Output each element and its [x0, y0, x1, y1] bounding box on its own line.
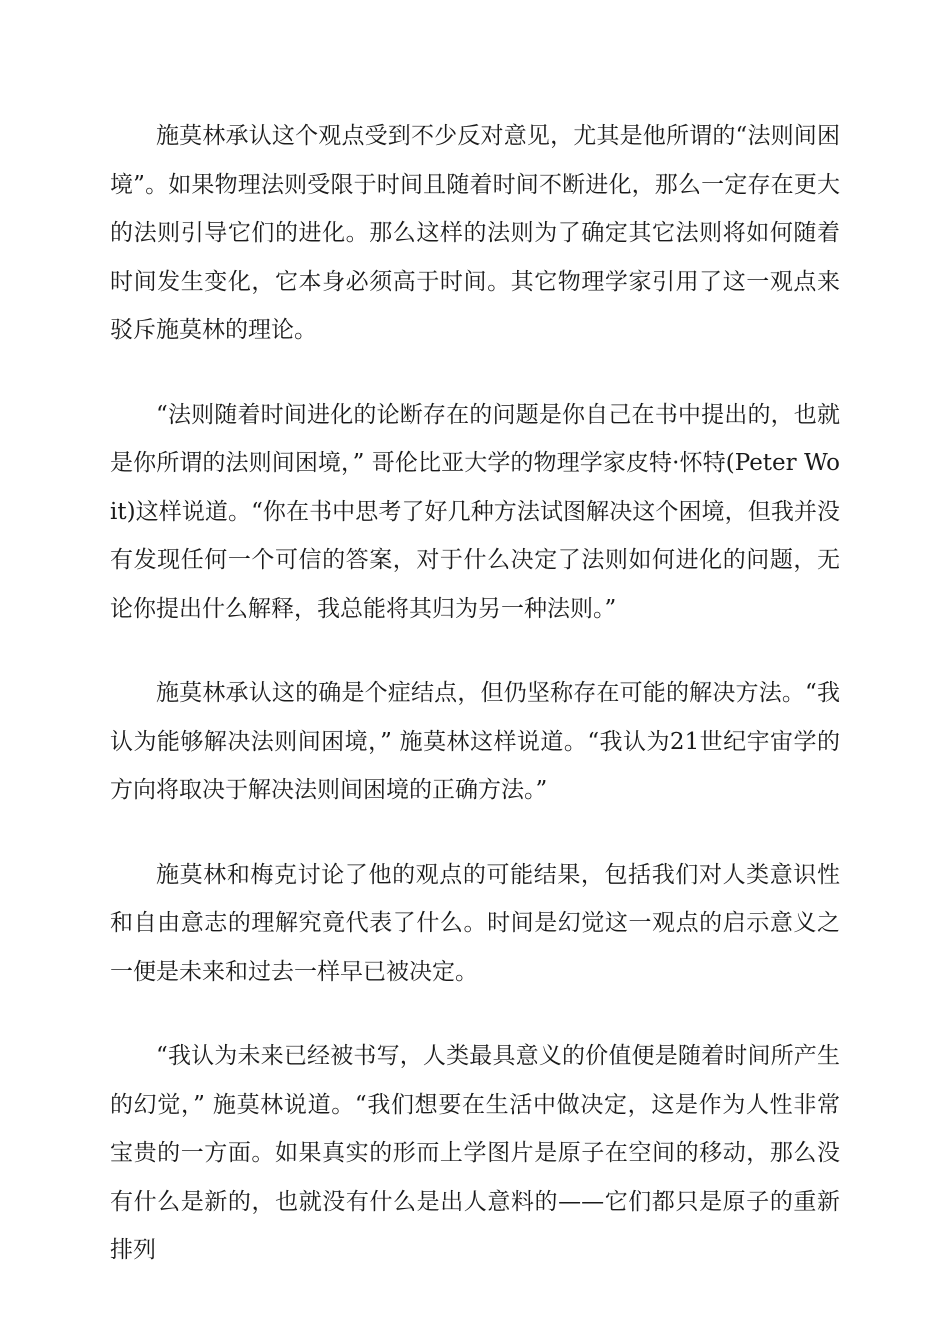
paragraph-4: 施莫林和梅克讨论了他的观点的可能结果，包括我们对人类意识性和自由意志的理解究竟代表了什么。时间是幻觉这一观点的启示意义之一便是未来和过去一样早已被决定。	[110, 861, 840, 985]
paragraph-5: “我认为未来已经被书写，人类最具意义的价值便是随着时间所产生的幻觉，” 施莫林说道。“我们想要在生活中做决定，这是作为人性非常宝贵的一方面。如果真实的形而上学图片是原子在空间的移动，那么没有什么是新的，也就没有什么是出人意料的——它们都只是原子的重新排列	[110, 1043, 840, 1263]
paragraph-3: 施莫林承认这的确是个症结点，但仍坚称存在可能的解决方法。“我认为能够解决法则间困境，” 施莫林这样说道。“我认为21世纪宇宙学的方向将取决于解决法则间困境的正确方法。”	[110, 680, 840, 803]
document-body	[110, 112, 840, 1311]
paragraph-1: 施莫林承认这个观点受到不少反对意见，尤其是他所谓的“法则间困境”。如果物理法则受限于时间且随着时间不断进化，那么一定存在更大的法则引导它们的进化。那么这样的法则为了确定其它法则将如何随着时间发生变化，它本身必须高于时间。其它物理学家引用了这一观点来驳斥施莫林的理论。	[110, 123, 840, 343]
paragraph-2: “法则随着时间进化的论断存在的问题是你自己在书中提出的，也就是你所谓的法则间困境，” 哥伦比亚大学的物理学家皮特·怀特(Peter Woit)这样说道。“你在书中思考了好几种方法试图解决这个困境，但我并没有发现任何一个可信的答案，对于什么决定了法则如何进化的问题，无论你提出什么解释，我总能将其归为另一种法则。”	[110, 401, 840, 622]
